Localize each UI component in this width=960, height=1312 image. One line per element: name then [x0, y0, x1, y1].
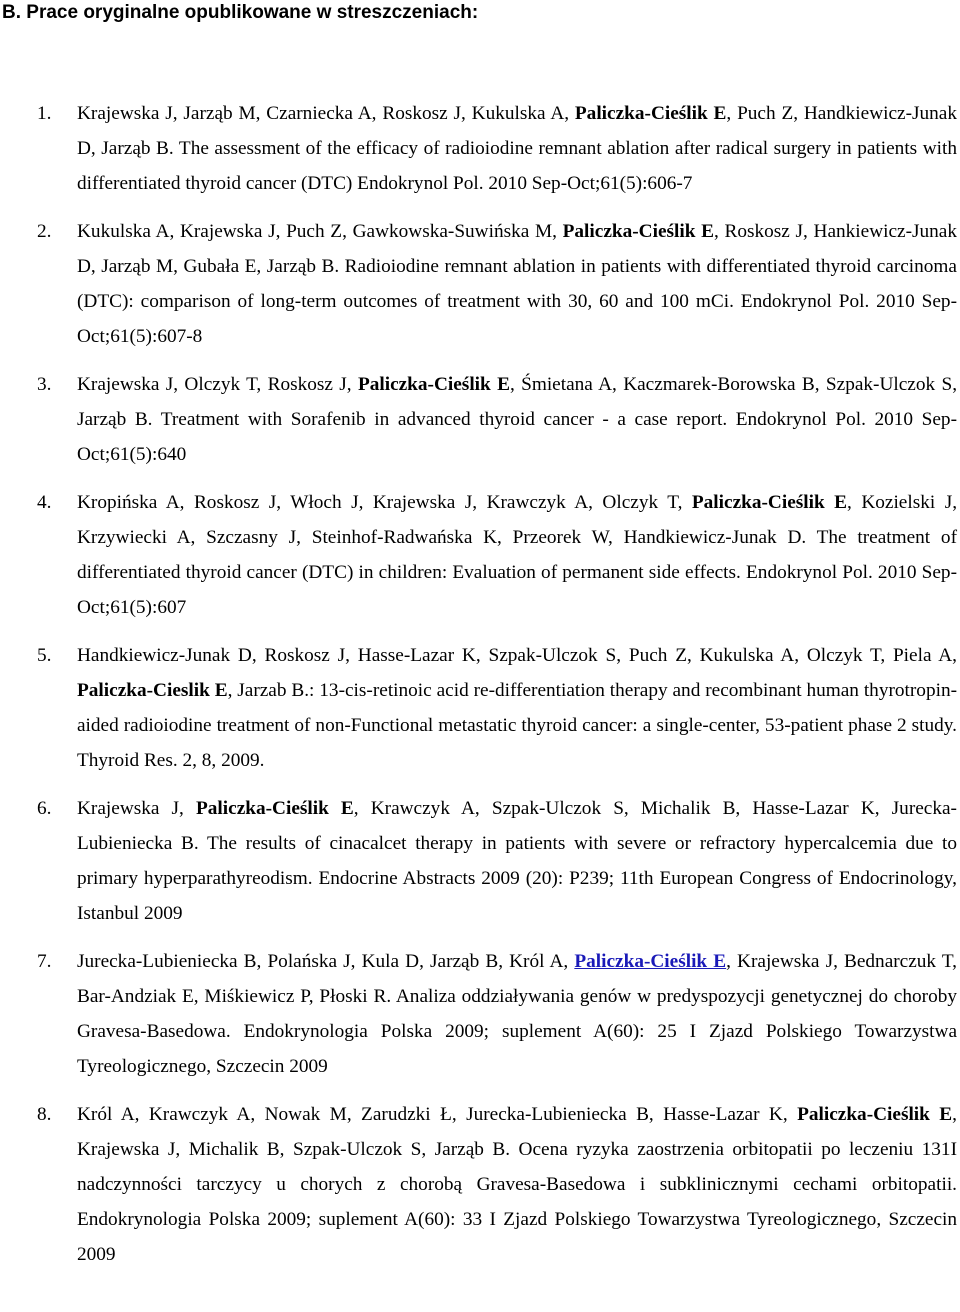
- publication-entry-3: [0, 367, 957, 472]
- highlighted-author: Paliczka-Cieślik E: [357, 374, 510, 395]
- highlighted-author: Paliczka-Cieślik E: [562, 221, 714, 242]
- entry-citation: , Puch Z, Handkiewicz-Junak D, Jarząb B. The assessment of the efficacy of radioiodine remnant ablation after radical surgery in patients with differentiated thyroid cancer (DTC) Endokrynol Pol. 2010 Sep-Oct;61(5):606-7: [77, 103, 958, 194]
- entry-citation: , Krajewska J, Michalik B, Szpak-Ulczok S, Jarząb B. Ocena ryzyka zaostrzenia orbitopatii po leczeniu 131I nadczynności tarczycy u chorych z chorobą Gravesa-Basedowa i subklinicznymi cechami orbitopatii. Endokrynologia Polska 2009; suplement A(60): 33 I Zjazd Polskiego Towarzystwa Tyreologicznego, Szczecin 2009: [77, 1104, 957, 1265]
- highlighted-author: Paliczka-Cieślik E: [196, 798, 354, 819]
- entry-citation: , Śmietana A, Kaczmarek-Borowska B, Szpak-Ulczok S, Jarząb B. Treatment with Sorafenib in advanced thyroid cancer - a case report. Endokrynol Pol. 2010 Sep-Oct;61(5):640: [77, 374, 958, 465]
- entry-number: 4.: [37, 492, 52, 513]
- entry-number: 3.: [37, 374, 52, 395]
- entry-authors-before: Król A, Krawczyk A, Nowak M, Zarudzki Ł, Jurecka-Lubieniecka B, Hasse-Lazar K,: [77, 1104, 798, 1125]
- publication-entry-5: [0, 638, 957, 778]
- entry-number: 8.: [37, 1104, 52, 1125]
- entry-citation: , Krajewska J, Bednarczuk T, Bar-Andziak E, Miśkiewicz P, Płoski R. Analiza oddziaływania genów w predyspozycji genetycznej do choroby Gravesa-Basedowa. Endokrynologia Polska 2009; suplement A(60): 25 I Zjazd Polskiego Towarzystwa Tyreologicznego, Szczecin 2009: [77, 951, 957, 1077]
- entry-citation: , Jarzab B.: 13-cis-retinoic acid re-differentiation therapy and recombinant human thyrotropin-aided radioiodine treatment of non-Functional metastatic thyroid cancer: a single-center, 53-patient phase 2 study. Thyroid Res. 2, 8, 2009.: [77, 680, 958, 771]
- entry-authors-before: Kukulska A, Krajewska J, Puch Z, Gawkowska-Suwińska M,: [77, 221, 563, 242]
- entry-number: 5.: [37, 645, 52, 666]
- entry-number: 7.: [37, 951, 52, 972]
- highlighted-author: Paliczka-Cieslik E: [77, 680, 228, 701]
- highlighted-author: Paliczka-Cieślik E: [797, 1104, 953, 1125]
- section-heading: B. Prace oryginalne opublikowane w streszczeniach:: [2, 2, 479, 23]
- entry-authors-before: Krajewska J,: [77, 798, 196, 819]
- publication-entry-6: [0, 791, 957, 931]
- entry-authors-before: Krajewska J, Jarząb M, Czarniecka A, Roskosz J, Kukulska A,: [77, 103, 575, 124]
- publication-entry-7: [0, 944, 957, 1084]
- entry-citation: , Kozielski J, Krzywiecki A, Szczasny J, Steinhof-Radwańska K, Przeorek W, Handkiewicz-Junak D. The treatment of differentiated thyroid cancer (DTC) in children: Evaluation of permanent side effects. Endokrynol Pol. 2010 Sep-Oct;61(5):607: [77, 492, 958, 618]
- publication-entry-1: [0, 96, 957, 201]
- entry-authors-before: Jurecka-Lubieniecka B, Polańska J, Kula D, Jarząb B, Król A,: [77, 951, 575, 972]
- entry-authors-before: Krajewska J, Olczyk T, Roskosz J,: [77, 374, 358, 395]
- highlighted-author-link[interactable]: Paliczka-Cieślik E: [574, 951, 727, 972]
- publication-entry-2: [0, 214, 957, 354]
- entry-number: 2.: [37, 221, 52, 242]
- entry-number: 6.: [37, 798, 52, 819]
- entry-number: 1.: [37, 103, 52, 124]
- highlighted-author: Paliczka-Cieślik E: [691, 492, 848, 513]
- publication-list: [0, 96, 960, 1285]
- entry-citation: , Roskosz J, Hankiewicz-Junak D, Jarząb M, Gubała E, Jarząb B. Radioiodine remnant ablation in patients with differentiated thyroid carcinoma (DTC): comparison of long-term outcomes of treatment with 30, 60 and 100 mCi. Endokrynol Pol. 2010 Sep-Oct;61(5):607-8: [77, 221, 958, 347]
- entry-authors-before: Kropińska A, Roskosz J, Włoch J, Krajewska J, Krawczyk A, Olczyk T,: [77, 492, 692, 513]
- entry-authors-before: Handkiewicz-Junak D, Roskosz J, Hasse-Lazar K, Szpak-Ulczok S, Puch Z, Kukulska A, Olczyk T, Piela A,: [77, 645, 957, 666]
- highlighted-author: Paliczka-Cieślik E: [574, 103, 727, 124]
- publication-entry-8: [0, 1097, 957, 1272]
- entry-citation: , Krawczyk A, Szpak-Ulczok S, Michalik B, Hasse-Lazar K, Jurecka-Lubieniecka B. The results of cinacalcet therapy in patients with severe or refractory hypercalcemia due to primary hyperparathyreodism. Endocrine Abstracts 2009 (20): P239; 11th European Congress of Endocrinology, Istanbul 2009: [77, 798, 957, 924]
- publication-entry-4: [0, 485, 957, 625]
